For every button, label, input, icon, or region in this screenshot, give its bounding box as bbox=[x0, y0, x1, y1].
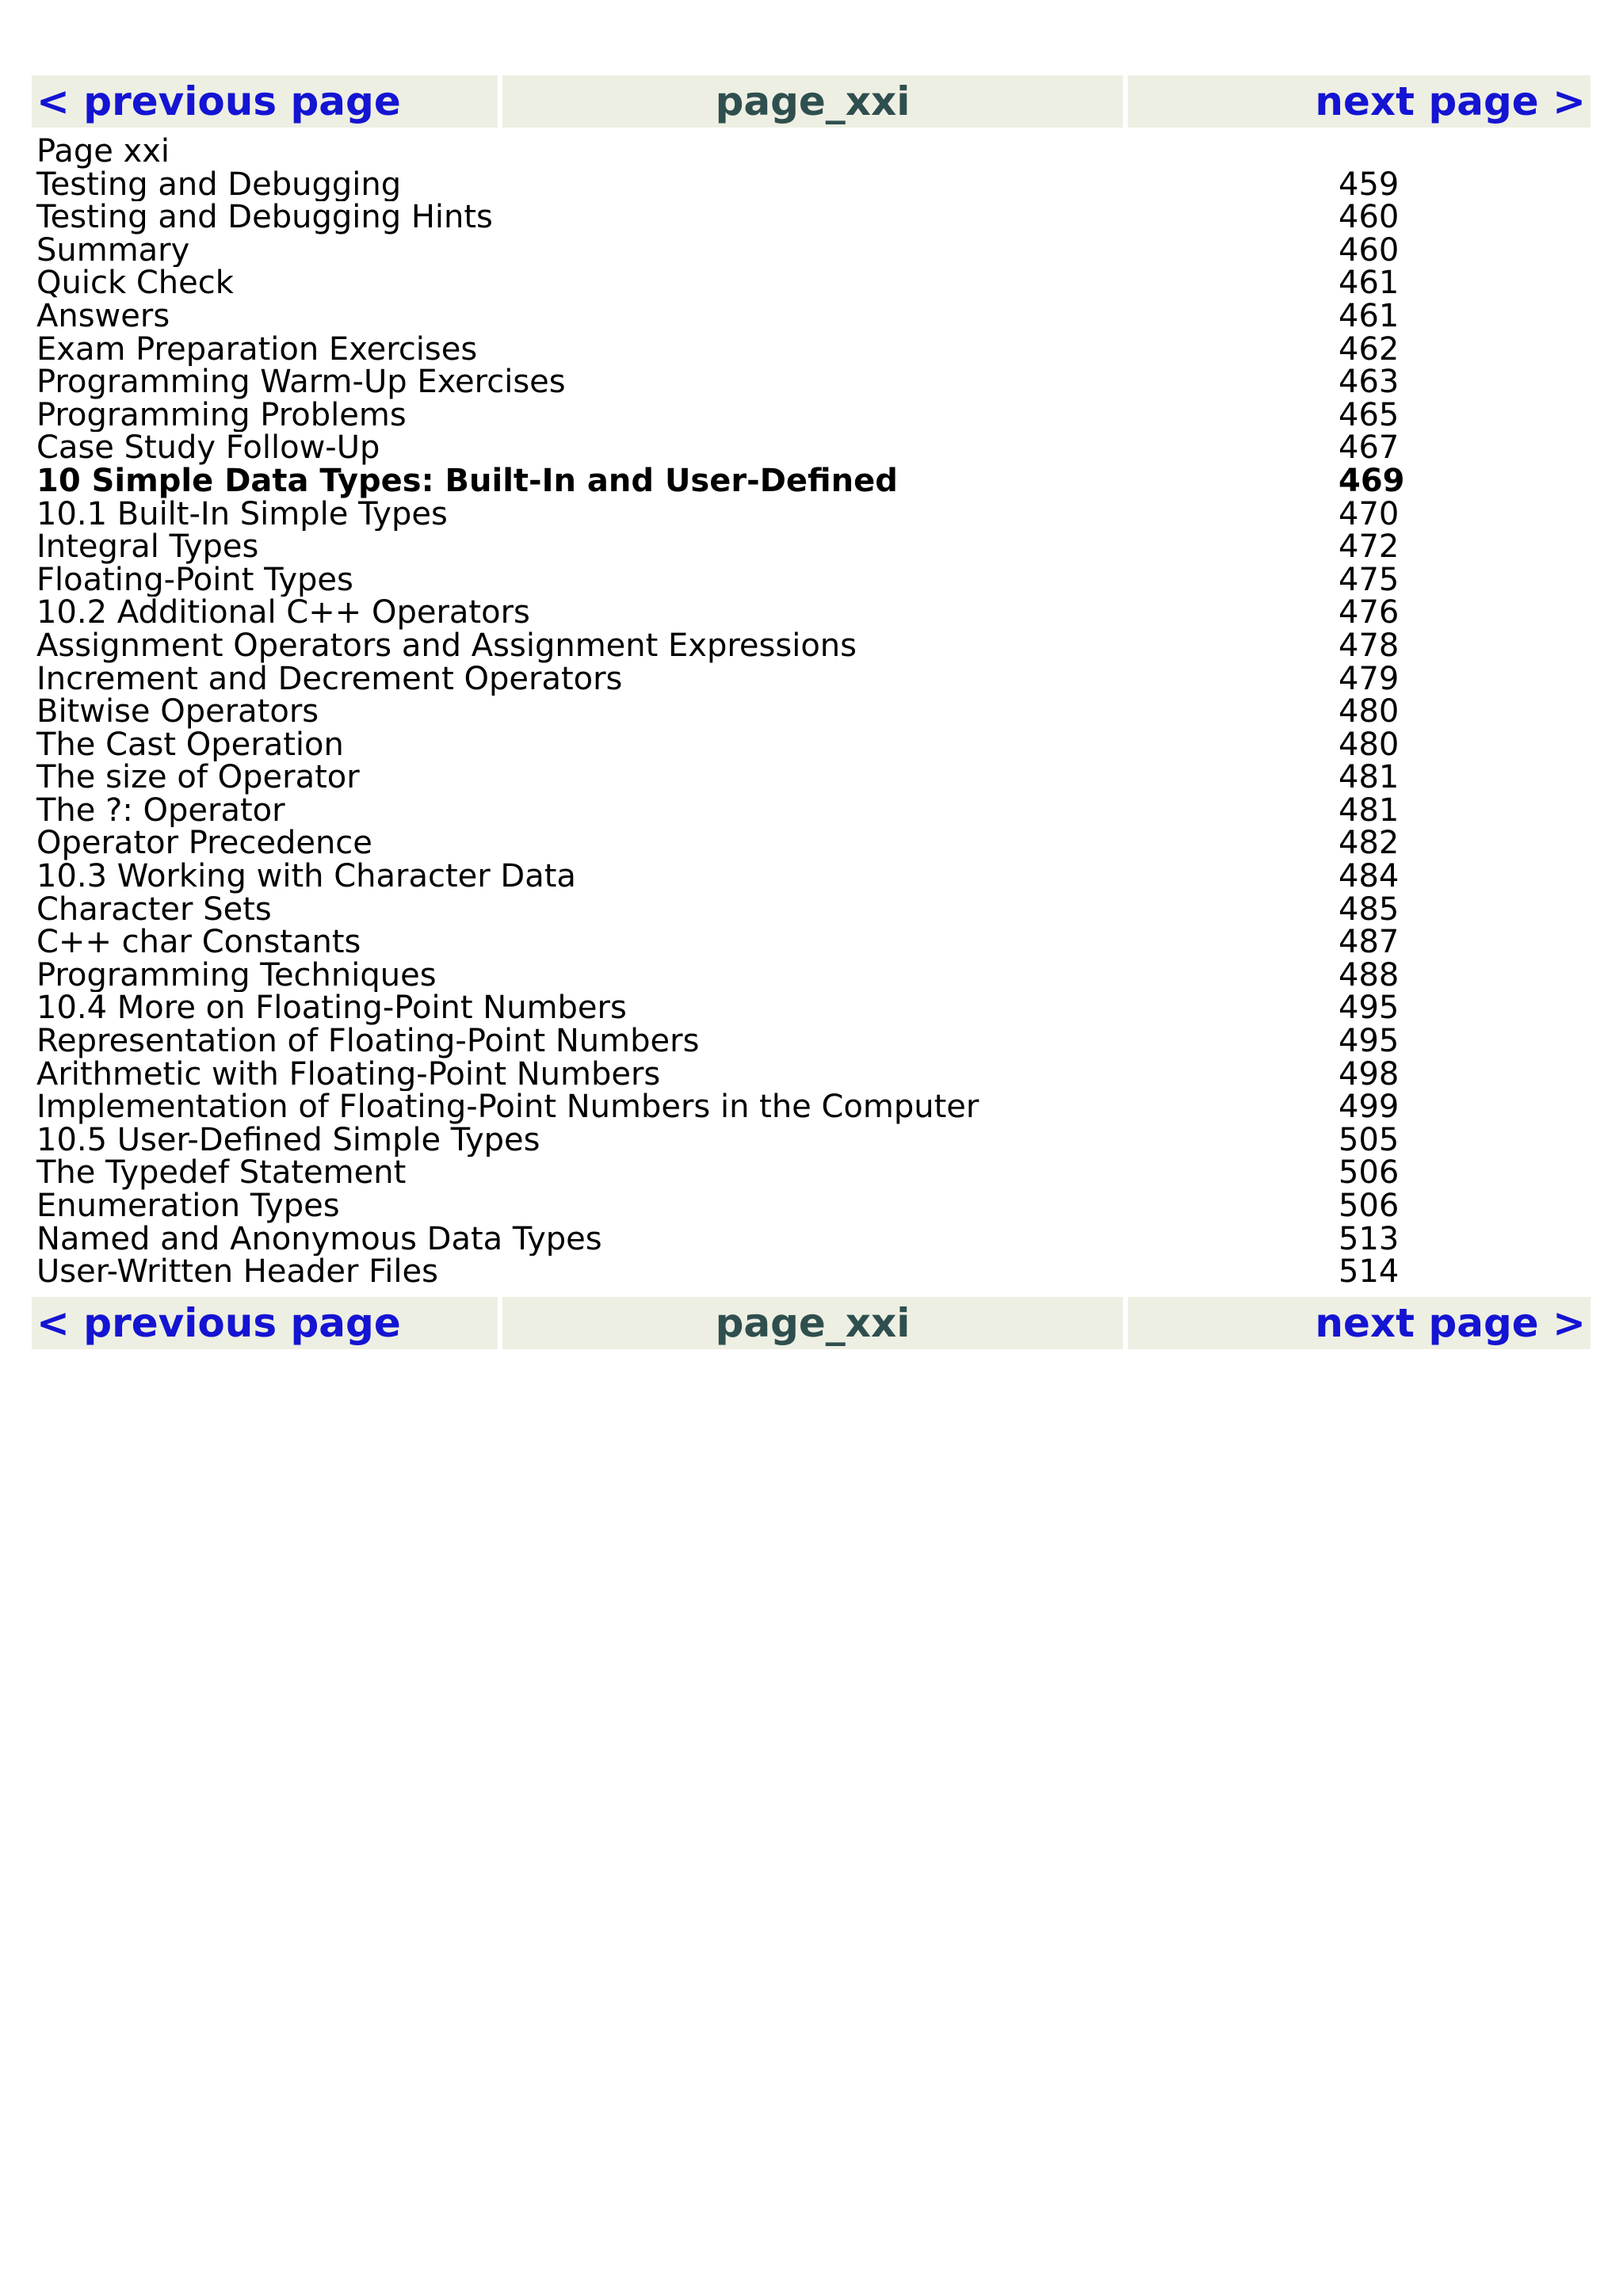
next-page-link[interactable]: next page > bbox=[1315, 78, 1586, 124]
toc-entry-title: The Typedef Statement bbox=[36, 1157, 407, 1190]
toc-entry bbox=[32, 594, 1595, 631]
toc-entry-title: The Cast Operation bbox=[36, 728, 344, 762]
toc-entry-page-number: 495 bbox=[1338, 1023, 1400, 1060]
toc-entry-page-number: 498 bbox=[1338, 1055, 1400, 1093]
toc-entry bbox=[32, 791, 1595, 829]
toc-entry-page-number: 460 bbox=[1338, 231, 1400, 269]
toc-entry-page-number: 469 bbox=[1338, 462, 1405, 499]
toc-entry-title: Programming Problems bbox=[36, 399, 407, 433]
toc-entry-title: Testing and Debugging Hints bbox=[36, 201, 493, 235]
toc-entry bbox=[32, 1253, 1595, 1291]
page-id-label: page_xxi bbox=[502, 75, 1123, 128]
toc-entry-title: Increment and Decrement Operators bbox=[36, 662, 623, 696]
toc-entry-page-number: 480 bbox=[1338, 693, 1400, 730]
toc-entry-page-number: 460 bbox=[1338, 199, 1400, 236]
toc-entry-page-number: 506 bbox=[1338, 1188, 1400, 1224]
toc-entry-title: 10.2 Additional C++ Operators bbox=[36, 597, 530, 630]
toc-entry-page-number: 467 bbox=[1338, 429, 1400, 467]
toc-entry-page-number: 459 bbox=[1338, 166, 1400, 203]
toc-entry bbox=[32, 627, 1595, 664]
toc-entry-title: Operator Precedence bbox=[36, 827, 372, 861]
toc-entry-title: Case Study Follow-Up bbox=[36, 432, 380, 465]
toc-entry bbox=[32, 693, 1595, 730]
toc-entry bbox=[32, 1121, 1595, 1158]
toc-entry-title: Quick Check bbox=[36, 267, 234, 300]
toc-entry bbox=[32, 726, 1595, 763]
toc-entry-title: Representation of Floating-Point Numbers bbox=[36, 1025, 700, 1058]
toc-entry-page-number: 481 bbox=[1338, 759, 1400, 796]
toc-entry-page-number: 482 bbox=[1338, 825, 1400, 862]
toc-entry bbox=[32, 231, 1595, 269]
toc-entry-page-number: 495 bbox=[1338, 990, 1400, 1027]
next-page-link[interactable]: next page > bbox=[1315, 1299, 1586, 1346]
toc-entry bbox=[32, 1091, 1595, 1124]
toc-entry bbox=[32, 761, 1595, 795]
toc-entry bbox=[32, 827, 1595, 860]
toc-entry bbox=[32, 297, 1595, 334]
toc-entry-page-number: 465 bbox=[1338, 396, 1400, 433]
toc-entry-title: User-Written Header Files bbox=[36, 1256, 438, 1289]
toc-entry bbox=[32, 429, 1595, 467]
toc-entry-page-number: 461 bbox=[1338, 265, 1400, 302]
toc-entry-page-number: 476 bbox=[1338, 594, 1400, 631]
toc-entry-title: Summary bbox=[36, 234, 190, 268]
toc-entry-page-number: 461 bbox=[1338, 297, 1400, 334]
bottom-nav-bar bbox=[32, 1297, 1595, 1349]
toc-entry bbox=[32, 1154, 1595, 1192]
top-nav-prev-cell bbox=[32, 75, 498, 128]
toc-entry-title: 10 Simple Data Types: Built-In and User-Defined bbox=[36, 464, 898, 498]
toc-entry-title: Floating-Point Types bbox=[36, 563, 353, 597]
toc-entry-title: Integral Types bbox=[36, 531, 259, 564]
toc-entry bbox=[32, 891, 1595, 928]
page bbox=[32, 75, 1595, 1349]
toc-entry bbox=[32, 201, 1595, 235]
toc-entry bbox=[32, 561, 1595, 598]
toc-entry-page-number: 505 bbox=[1338, 1121, 1400, 1158]
toc-entry bbox=[32, 166, 1595, 203]
top-nav-bar bbox=[32, 75, 1595, 128]
toc-entry-title: Programming Warm-Up Exercises bbox=[36, 366, 566, 399]
previous-page-link[interactable]: < previous page bbox=[36, 1299, 401, 1346]
toc-entry-title: Programming Techniques bbox=[36, 959, 437, 993]
toc-entry-page-number: 462 bbox=[1338, 330, 1400, 368]
toc-entry-page-number: 478 bbox=[1338, 627, 1400, 664]
toc-entry bbox=[32, 1190, 1595, 1223]
toc-entry-page-number: 506 bbox=[1338, 1154, 1400, 1192]
previous-page-link[interactable]: < previous page bbox=[36, 78, 401, 124]
toc-entry bbox=[32, 366, 1595, 399]
toc-entry bbox=[32, 926, 1595, 959]
toc-entry-title: C++ char Constants bbox=[36, 926, 361, 959]
toc-entry-title: Enumeration Types bbox=[36, 1190, 340, 1223]
bottom-nav-prev-cell bbox=[32, 1297, 498, 1349]
toc-entry-page-number: 472 bbox=[1338, 528, 1400, 566]
toc-entry-title: 10.4 More on Floating-Point Numbers bbox=[36, 992, 627, 1026]
toc-entry-title: 10.1 Built-In Simple Types bbox=[36, 498, 448, 532]
toc-entry bbox=[32, 396, 1595, 433]
toc-entry bbox=[32, 330, 1595, 368]
toc-entry-page-number: 513 bbox=[1338, 1220, 1400, 1257]
toc-entry-title: Arithmetic with Floating-Point Numbers bbox=[36, 1058, 661, 1092]
toc-entry-title: 10.3 Working with Character Data bbox=[36, 860, 576, 894]
toc-entry bbox=[32, 860, 1595, 894]
toc-entry-title: The ?: Operator bbox=[36, 794, 285, 828]
toc-entry bbox=[32, 1055, 1595, 1093]
toc-entry bbox=[32, 462, 1595, 499]
toc-entry bbox=[32, 495, 1595, 532]
toc-entry bbox=[32, 1220, 1595, 1257]
toc-entry bbox=[32, 956, 1595, 994]
toc-entry-page-number: 480 bbox=[1338, 726, 1400, 763]
toc-entry-page-number: 499 bbox=[1338, 1089, 1400, 1126]
toc-entry-page-number: 487 bbox=[1338, 924, 1400, 961]
toc-entry-title: The size of Operator bbox=[36, 761, 360, 795]
toc-entry-title: Testing and Debugging bbox=[36, 168, 402, 202]
toc-entry-title: Assignment Operators and Assignment Expressions bbox=[36, 629, 857, 663]
toc-entry-title: 10.5 User-Defined Simple Types bbox=[36, 1123, 540, 1158]
toc-rows bbox=[32, 166, 1595, 1291]
toc-entry-page-number: 514 bbox=[1338, 1253, 1400, 1291]
toc-entry-title: Bitwise Operators bbox=[36, 696, 319, 729]
toc-entry-title: Named and Anonymous Data Types bbox=[36, 1222, 602, 1257]
page-id-label: page_xxi bbox=[502, 1297, 1123, 1349]
top-nav-next-cell bbox=[1128, 75, 1591, 128]
table-of-contents bbox=[32, 128, 1595, 1297]
bottom-nav-next-cell bbox=[1128, 1297, 1591, 1349]
toc-entry bbox=[32, 660, 1595, 697]
page-label: Page xxi bbox=[36, 133, 170, 170]
toc-entry-page-number: 488 bbox=[1338, 956, 1400, 994]
toc-entry-page-number: 484 bbox=[1338, 858, 1400, 895]
toc-entry bbox=[32, 267, 1595, 300]
toc-entry-page-number: 479 bbox=[1338, 660, 1400, 697]
toc-entry-page-number: 470 bbox=[1338, 495, 1400, 532]
toc-entry bbox=[32, 992, 1595, 1025]
toc-entry-page-number: 481 bbox=[1338, 791, 1400, 829]
toc-entry-title: Exam Preparation Exercises bbox=[36, 333, 478, 367]
toc-entry-page-number: 485 bbox=[1338, 891, 1400, 928]
toc-entry-title: Implementation of Floating-Point Numbers in the Computer bbox=[36, 1091, 980, 1124]
toc-entry-page-number: 475 bbox=[1338, 561, 1400, 598]
toc-entry bbox=[32, 1025, 1595, 1058]
toc-entry bbox=[32, 528, 1595, 566]
toc-entry-title: Character Sets bbox=[36, 893, 272, 927]
toc-entry-title: Answers bbox=[36, 299, 170, 334]
toc-entry-page-number: 463 bbox=[1338, 364, 1400, 401]
